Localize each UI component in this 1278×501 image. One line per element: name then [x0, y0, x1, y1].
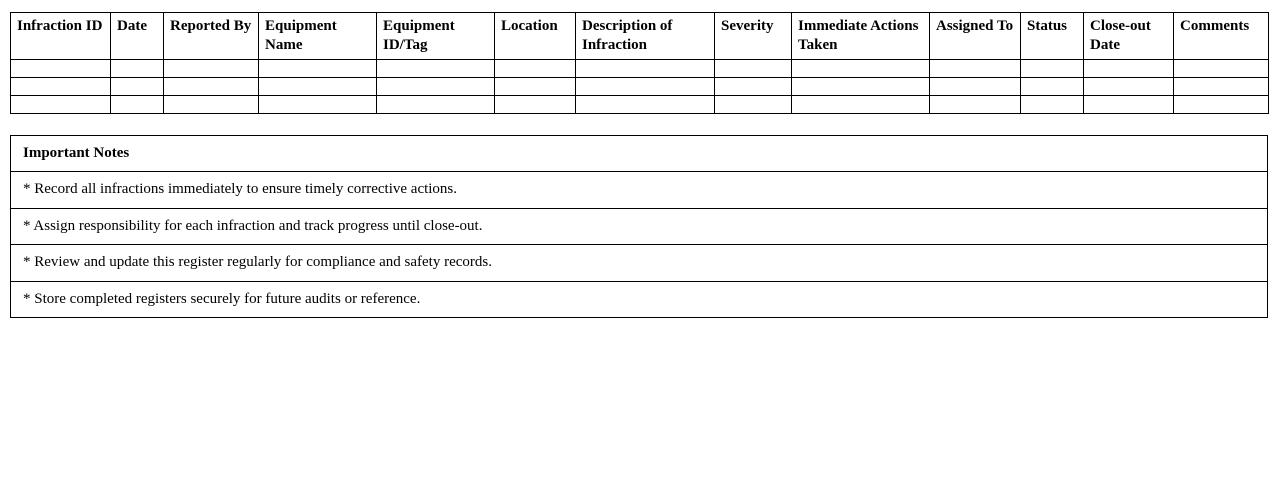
cell-status[interactable] — [1021, 59, 1084, 77]
notes-header-row — [11, 135, 1268, 172]
column-header-status: Status — [1021, 13, 1084, 60]
note-item: * Review and update this register regularly for compliance and safety records. — [11, 245, 1268, 282]
cell-close-out-date[interactable] — [1084, 95, 1174, 113]
cell-equipment-id-tag[interactable] — [377, 95, 495, 113]
cell-infraction-id[interactable] — [11, 95, 111, 113]
note-row — [11, 245, 1268, 282]
cell-equipment-name[interactable] — [259, 59, 377, 77]
cell-description[interactable] — [576, 77, 715, 95]
important-notes-table — [10, 135, 1268, 319]
cell-assigned-to[interactable] — [930, 95, 1021, 113]
cell-date[interactable] — [111, 77, 164, 95]
cell-location[interactable] — [495, 59, 576, 77]
note-row — [11, 172, 1268, 209]
cell-date[interactable] — [111, 59, 164, 77]
cell-immediate-actions[interactable] — [792, 95, 930, 113]
column-header-equipment-id-tag: Equipment ID/Tag — [377, 13, 495, 60]
cell-equipment-name[interactable] — [259, 95, 377, 113]
infraction-register-table — [10, 12, 1269, 114]
cell-description[interactable] — [576, 95, 715, 113]
column-header-description: Description of Infraction — [576, 13, 715, 60]
cell-assigned-to[interactable] — [930, 59, 1021, 77]
note-item: * Assign responsibility for each infraction and track progress until close-out. — [11, 208, 1268, 245]
column-header-infraction-id: Infraction ID — [11, 13, 111, 60]
cell-close-out-date[interactable] — [1084, 77, 1174, 95]
cell-location[interactable] — [495, 95, 576, 113]
column-header-reported-by: Reported By — [164, 13, 259, 60]
cell-equipment-id-tag[interactable] — [377, 77, 495, 95]
cell-infraction-id[interactable] — [11, 59, 111, 77]
note-item: * Store completed registers securely for future audits or reference. — [11, 281, 1268, 318]
cell-immediate-actions[interactable] — [792, 59, 930, 77]
cell-comments[interactable] — [1174, 95, 1269, 113]
cell-equipment-id-tag[interactable] — [377, 59, 495, 77]
cell-close-out-date[interactable] — [1084, 59, 1174, 77]
cell-status[interactable] — [1021, 95, 1084, 113]
column-header-equipment-name: Equipment Name — [259, 13, 377, 60]
note-row — [11, 208, 1268, 245]
important-notes-body — [11, 135, 1268, 318]
column-header-close-out-date: Close-out Date — [1084, 13, 1174, 60]
column-header-location: Location — [495, 13, 576, 60]
note-row — [11, 281, 1268, 318]
table-row[interactable] — [11, 59, 1269, 77]
important-notes-section — [10, 135, 1268, 319]
table-row[interactable] — [11, 95, 1269, 113]
table-header-row — [11, 13, 1269, 60]
cell-immediate-actions[interactable] — [792, 77, 930, 95]
cell-reported-by[interactable] — [164, 95, 259, 113]
cell-infraction-id[interactable] — [11, 77, 111, 95]
cell-reported-by[interactable] — [164, 59, 259, 77]
column-header-comments: Comments — [1174, 13, 1269, 60]
notes-header-label: Important Notes — [11, 135, 1268, 172]
cell-description[interactable] — [576, 59, 715, 77]
column-header-assigned-to: Assigned To — [930, 13, 1021, 60]
column-header-immediate-actions: Immediate Actions Taken — [792, 13, 930, 60]
table-header-row-group — [11, 13, 1269, 60]
cell-equipment-name[interactable] — [259, 77, 377, 95]
cell-severity[interactable] — [715, 59, 792, 77]
column-header-severity: Severity — [715, 13, 792, 60]
cell-comments[interactable] — [1174, 77, 1269, 95]
cell-comments[interactable] — [1174, 59, 1269, 77]
cell-location[interactable] — [495, 77, 576, 95]
cell-status[interactable] — [1021, 77, 1084, 95]
cell-date[interactable] — [111, 95, 164, 113]
cell-severity[interactable] — [715, 95, 792, 113]
cell-severity[interactable] — [715, 77, 792, 95]
table-row[interactable] — [11, 77, 1269, 95]
table-body — [11, 59, 1269, 113]
note-item: * Record all infractions immediately to ensure timely corrective actions. — [11, 172, 1268, 209]
cell-assigned-to[interactable] — [930, 77, 1021, 95]
column-header-date: Date — [111, 13, 164, 60]
cell-reported-by[interactable] — [164, 77, 259, 95]
